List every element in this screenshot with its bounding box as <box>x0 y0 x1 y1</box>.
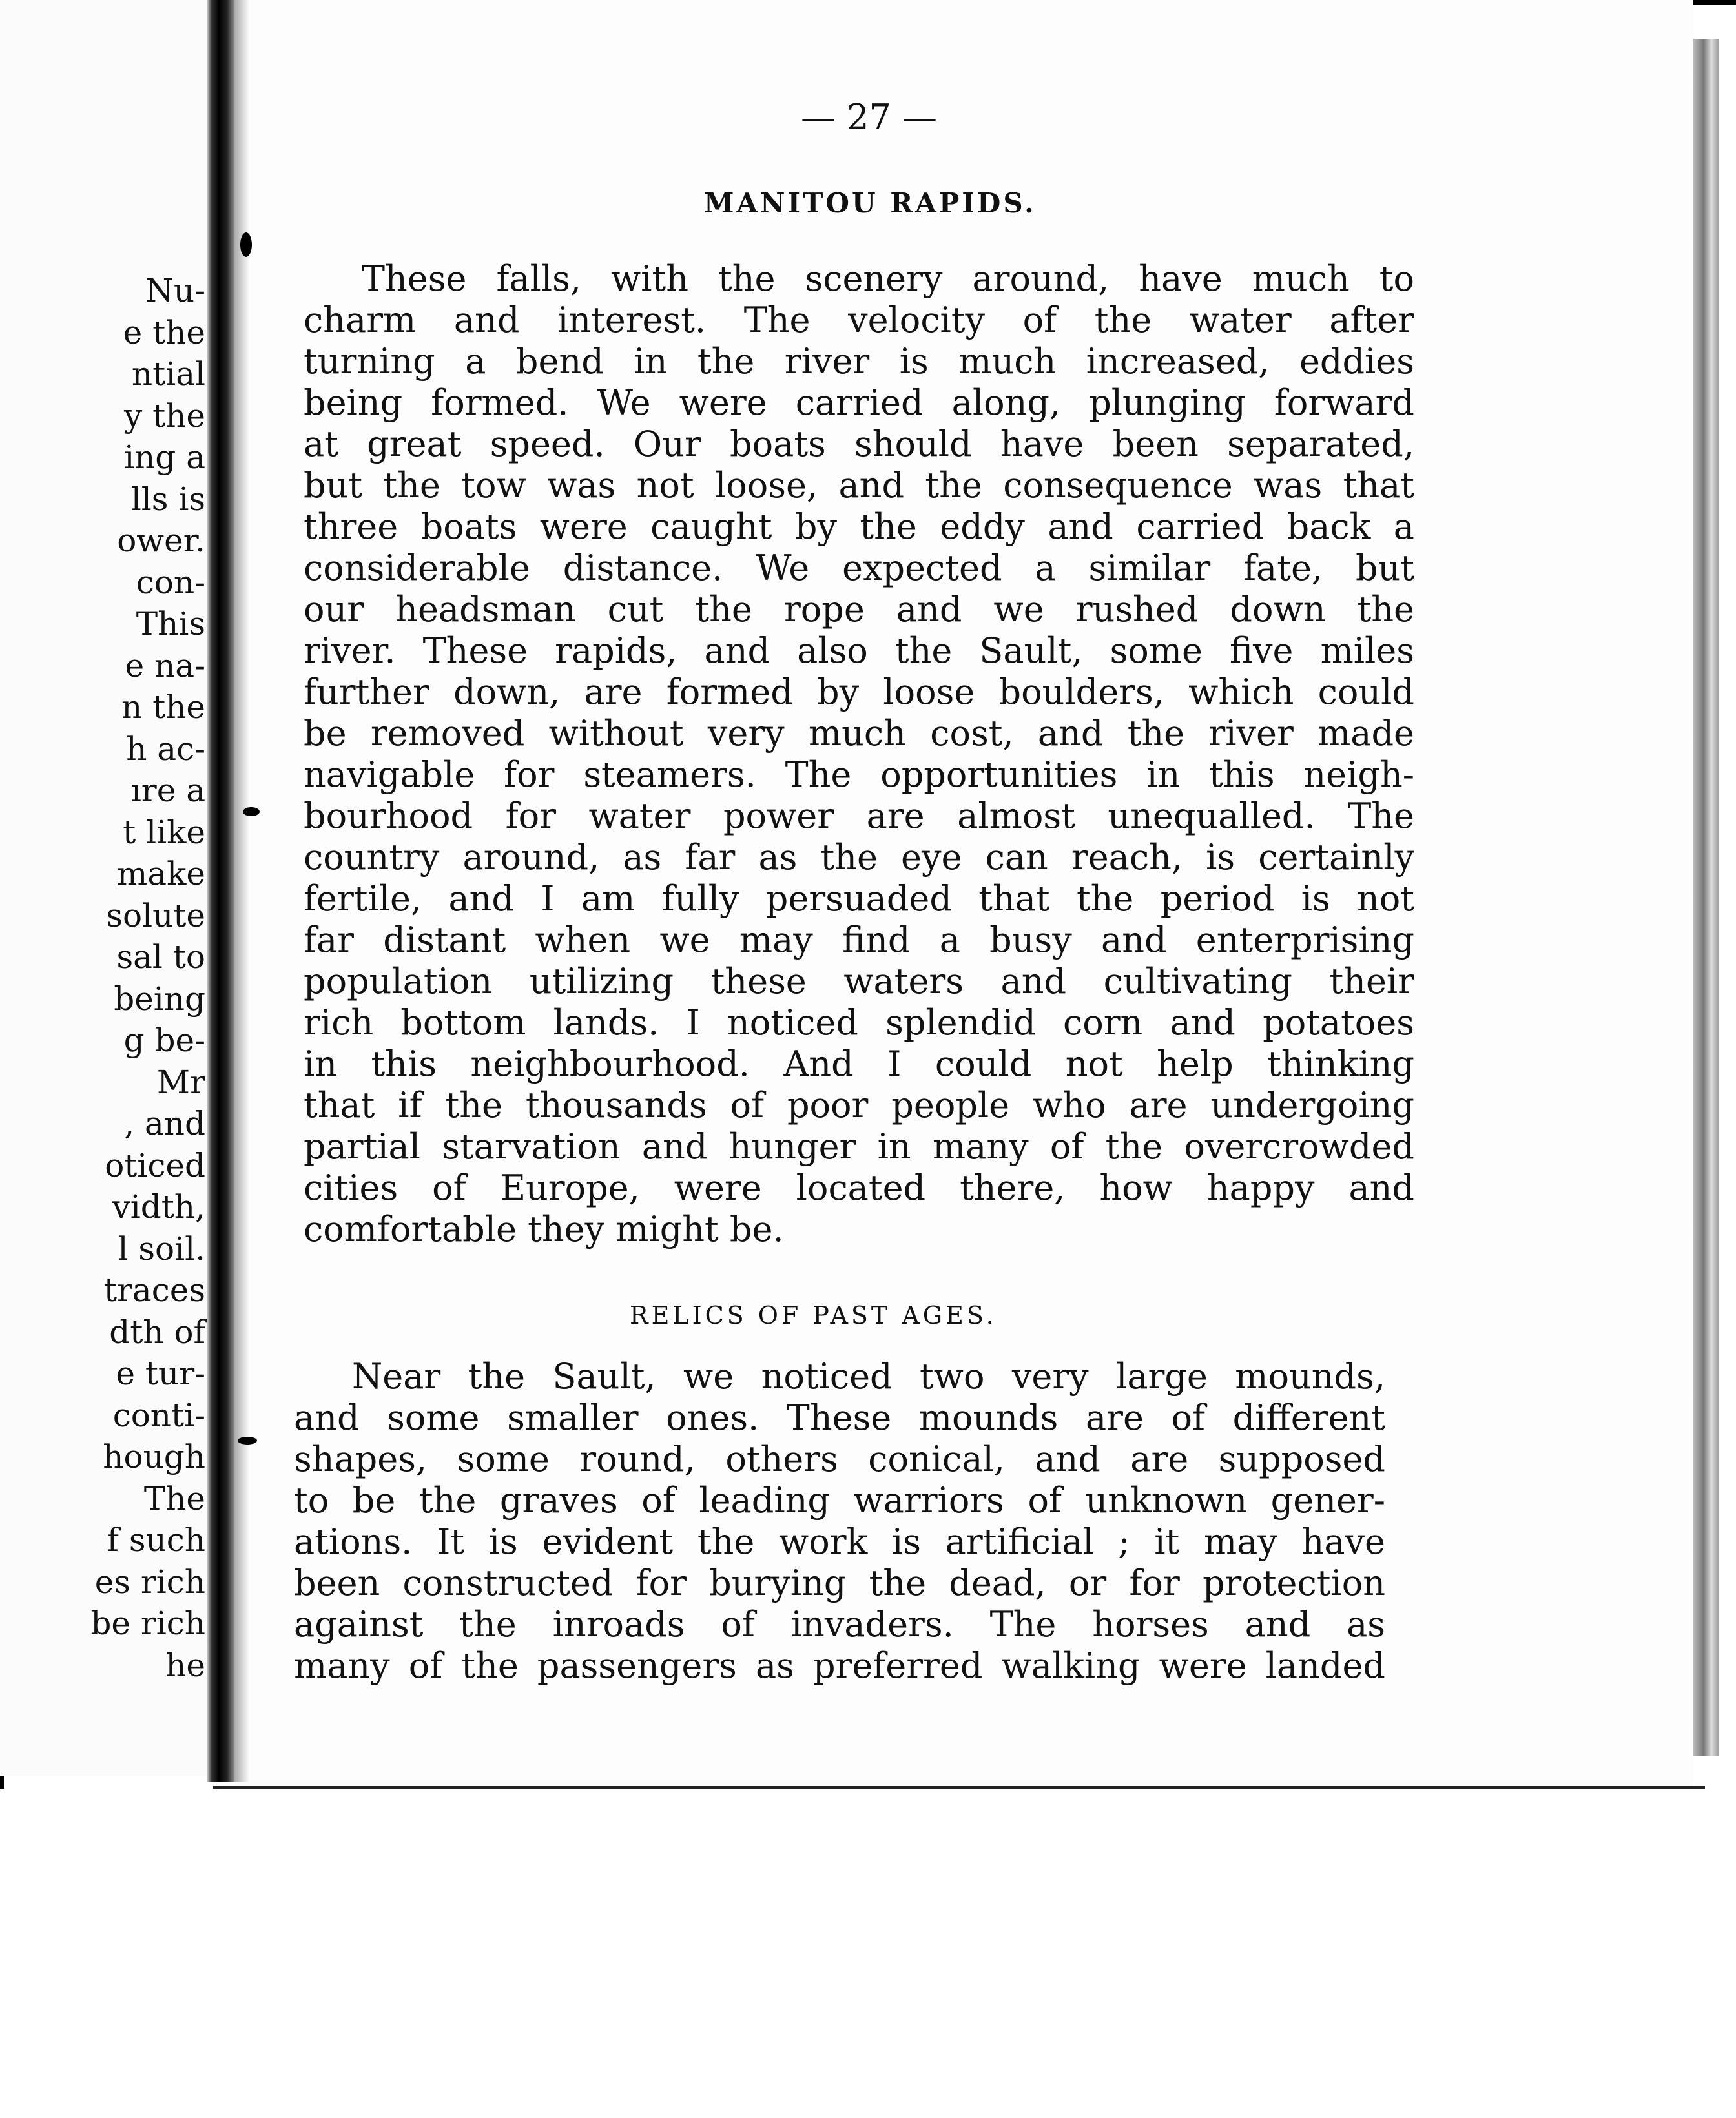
book-gutter <box>207 0 234 1782</box>
text-line: and some smaller ones. These mounds are of different <box>294 1397 1385 1438</box>
text-line: three boats were caught by the eddy and carried back a <box>304 506 1414 547</box>
text-line: charm and interest. The velocity of the water after <box>304 300 1414 340</box>
left-page-fragment: n the <box>121 688 205 726</box>
left-page-fragment: Mr <box>156 1063 205 1101</box>
paragraph-relics <box>294 1356 1385 1687</box>
left-page-fragment: e na- <box>125 646 205 684</box>
text-line: but the tow was not loose, and the consequence was that <box>304 465 1414 506</box>
text-line: bourhood for water power are almost unequalled. The <box>304 796 1414 836</box>
paragraph-manitou-rapids <box>304 258 1414 1250</box>
text-line: many of the passengers as preferred walking were landed <box>294 1645 1385 1686</box>
left-page-fragment: y the <box>123 396 205 435</box>
text-line: been constructed for burying the dead, or for protection <box>294 1563 1385 1603</box>
text-line: that if the thousands of poor people who are undergoing <box>304 1085 1414 1126</box>
left-page-fragment: , and <box>124 1105 205 1142</box>
left-page-fragment: t like <box>123 813 205 851</box>
left-page-fragment: e the <box>123 313 205 351</box>
left-page-fragment: h ac- <box>126 730 205 768</box>
text-line: shapes, some round, others conical, and are supposed <box>294 1439 1385 1479</box>
page-edge <box>1693 39 1719 1756</box>
left-page-fragment: make <box>116 855 205 892</box>
text-line: considerable distance. We expected a similar fate, but <box>304 548 1414 588</box>
left-page-fragment: This <box>136 605 205 643</box>
left-page-fragment: he <box>165 1646 205 1684</box>
text-line: comfortable they might be. <box>304 1209 784 1249</box>
left-page-fragment: g be- <box>123 1022 205 1059</box>
left-page-fragment: ıre a <box>130 772 205 809</box>
left-page-fragment: f such <box>107 1521 205 1559</box>
text-line: turning a bend in the river is much increased, eddies <box>304 341 1414 382</box>
left-page-fragment: con- <box>136 563 205 601</box>
text-line: to be the graves of leading warriors of unknown gener- <box>294 1480 1385 1521</box>
left-page-fragment: traces <box>103 1271 205 1309</box>
left-page-fragment: sal to <box>116 938 205 976</box>
scan-margin <box>0 1789 1736 2118</box>
scan-speck <box>243 807 260 816</box>
left-page-fragment: vidth, <box>112 1188 205 1226</box>
text-line: ations. It is evident the work is artificial ; it may have <box>294 1521 1385 1562</box>
left-page-fragment: The <box>143 1479 205 1517</box>
text-line: river. These rapids, and also the Sault, some five miles <box>304 630 1414 671</box>
text-line: far distant when we may find a busy and enterprising <box>304 920 1414 960</box>
text-line: rich bottom lands. I noticed splendid corn and potatoes <box>304 1002 1414 1043</box>
left-page-fragment: l soil. <box>118 1229 205 1268</box>
left-page-fragment: dth of <box>109 1313 205 1351</box>
text-line: These falls, with the scenery around, have much to <box>362 258 1414 299</box>
left-page-fragment: conti- <box>112 1396 205 1434</box>
scan-speck <box>238 1437 257 1445</box>
left-page-fragment: e tur- <box>116 1355 205 1392</box>
left-page <box>0 0 211 1776</box>
left-page-fragment: solute <box>106 896 205 934</box>
left-page-fragment: es rich <box>94 1563 205 1601</box>
text-line: in this neighbourhood. And I could not help thinking <box>304 1044 1414 1084</box>
left-page-fragment: be rich <box>90 1605 205 1642</box>
text-line: country around, as far as the eye can reach, is certainly <box>304 837 1414 878</box>
left-page-fragment: Nu- <box>145 272 205 309</box>
left-page-fragment: oticed <box>105 1146 205 1184</box>
left-page-fragment: hough <box>103 1438 205 1475</box>
text-line: further down, are formed by loose boulders, which could <box>304 672 1414 712</box>
section-heading-manitou-rapids: MANITOU RAPIDS. <box>704 187 1037 219</box>
left-page-fragment: being <box>114 980 205 1018</box>
left-page-fragment: ntial <box>131 355 205 393</box>
left-page-fragment: ower. <box>117 522 205 559</box>
left-page-fragment: ing a <box>124 438 205 476</box>
text-line: against the inroads of invaders. The horses and as <box>294 1604 1385 1645</box>
text-line: cities of Europe, were located there, how happy and <box>304 1167 1414 1208</box>
text-line: navigable for steamers. The opportunities in this neigh- <box>304 754 1414 795</box>
text-line: Near the Sault, we noticed two very large mounds, <box>352 1356 1385 1397</box>
text-line: fertile, and I am fully persuaded that the period is not <box>304 878 1414 919</box>
left-page-text <box>90 270 205 1686</box>
text-line: population utilizing these waters and cultivating their <box>304 961 1414 1002</box>
left-page-fragment: lls is <box>130 480 205 518</box>
text-line: being formed. We were carried along, plunging forward <box>304 382 1414 423</box>
section-heading-relics: RELICS OF PAST AGES. <box>630 1301 997 1330</box>
gutter-shadow <box>234 0 249 1782</box>
page-number: — 27 — <box>801 97 938 138</box>
scan-speck <box>240 232 252 257</box>
text-line: at great speed. Our boats should have been separated, <box>304 424 1414 464</box>
text-line: partial starvation and hunger in many of the overcrowded <box>304 1126 1414 1167</box>
text-line: our headsman cut the rope and we rushed down the <box>304 589 1414 630</box>
text-line: be removed without very much cost, and the river made <box>304 713 1414 754</box>
